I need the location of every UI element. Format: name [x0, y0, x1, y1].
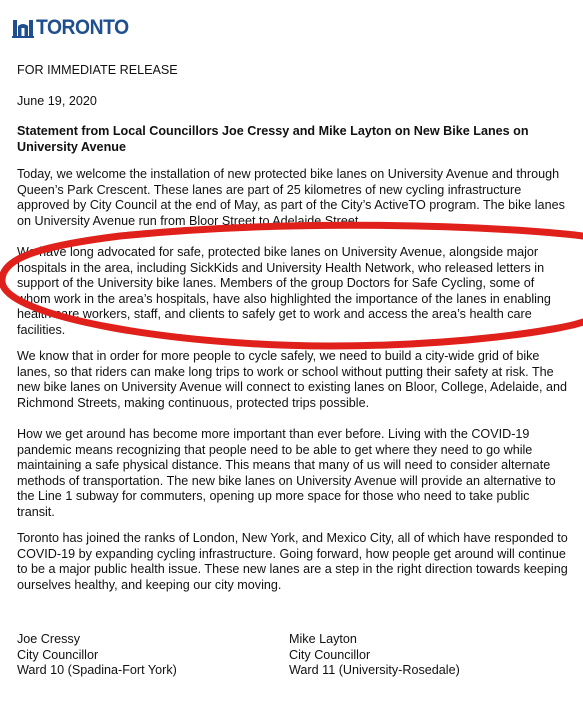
paragraph: Toronto has joined the ranks of London, New York, and Mexico City, all of which have responded to COVID-19 by expanding cycling infrastructure. Going forward, how people get around will continue to be a major public health issue. These new lanes are a step in the right direction towards keeping ourselves healthy, and keeping our city moving. — [17, 531, 568, 592]
paragraph: How we get around has become more important than ever before. Living with the COVID-19 pandemic means recognizing that people need to be able to get where they need to go while maintaining a safe physical distance. This means that many of us will need to consider alternate methods of transportation. The new bike lanes on University Avenue will provide an alternative to the Line 1 subway for commuters, opening up more space for those who need to take public transit. — [17, 427, 556, 519]
city-hall-icon — [12, 16, 34, 38]
release-label: FOR IMMEDIATE RELEASE — [17, 63, 178, 77]
paragraph: Today, we welcome the installation of new protected bike lanes on University Avenue and through Queen’s Park Crescent. These lanes are part of 25 kilometres of new cycling infrastructure approved by City Council at the end of May, as part of the City’s ActiveTO program. The bike lanes on University Avenue run from Bloor Street to Adelaide Street. — [17, 167, 565, 228]
paragraph: We know that in order for more people to cycle safely, we need to build a city-wide grid of bike lanes, so that riders can make long trips to work or school without putting their safety at risk. The new bike lanes on University Avenue will connect to existing lanes on Bloor, College, Adelaide, and Richmond Streets, making continuous, protected trips possible. — [17, 349, 568, 410]
highlighted-paragraph: We have long advocated for safe, protected bike lanes on University Avenue, alongside major hospitals in the area, including SickKids and University Health Network, who released letters in support of the University bike lanes. Members of the group Doctors for Safe Cycling, some of whom work in the area’s hospitals, have also highlighted the importance of the lanes in enabling health care workers, staff, and clients to safely get to work and access the area’s health care facilities. — [17, 245, 551, 337]
signatory-name: Joe Cressy — [17, 632, 80, 646]
signatory-role: City Councillor — [17, 647, 99, 662]
signatory-role: City Councillor — [289, 647, 371, 662]
signatory-name: Mike Layton — [289, 632, 357, 646]
logo-wordmark: TORONTO — [36, 16, 129, 39]
signature-block-layton — [289, 632, 460, 679]
signatory-ward: Ward 11 (University-Rosedale) — [289, 663, 460, 678]
statement-title: Statement from Local Councillors Joe Cressy and Mike Layton on New Bike Lanes on University Avenue — [17, 124, 529, 154]
release-date: June 19, 2020 — [17, 94, 97, 108]
signatory-ward: Ward 10 (Spadina-Fort York) — [17, 663, 177, 678]
toronto-logo — [12, 16, 137, 38]
signature-block-cressy — [17, 632, 177, 679]
